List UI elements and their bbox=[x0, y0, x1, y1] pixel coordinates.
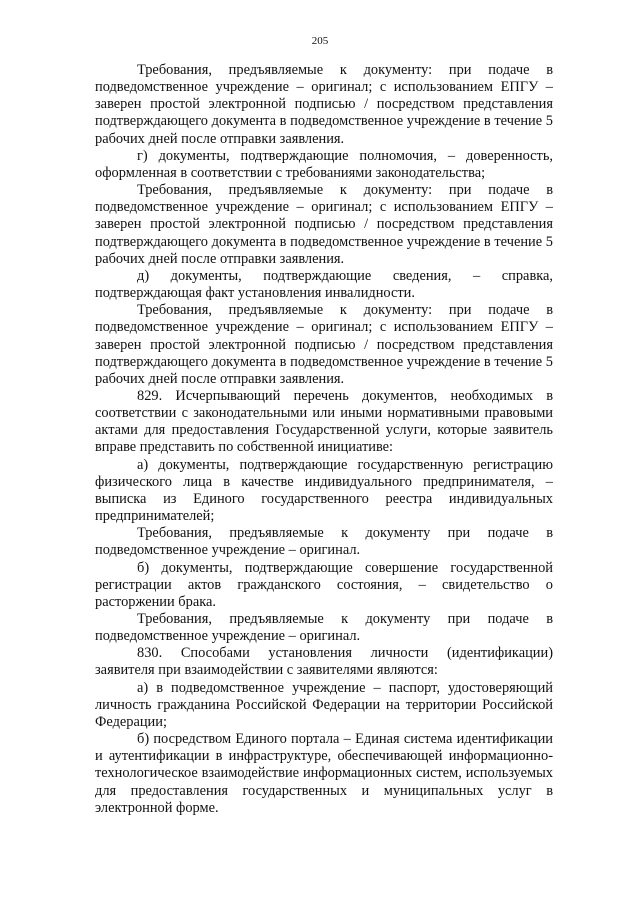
paragraph-829: 829. Исчерпывающий перечень документов, необходимых в соответствии с законодательными или иными нормативными правовыми актами для предоставления Государственной услуги, которые заявитель вправе представить по собственной инициативе: bbox=[95, 387, 553, 456]
page-number: 205 bbox=[311, 35, 329, 47]
paragraph-requirements-1: Требования, предъявляемые к документу: при подаче в подведомственное учреждение – оригинал; с использованием ЕПГУ – заверен простой электронной подписью / посредством представления подтверждающего документа в подведомственное учреждение в течение 5 рабочих дней после отправки заявления. bbox=[95, 62, 553, 147]
document-body bbox=[95, 62, 553, 817]
paragraph-requirements-3: Требования, предъявляемые к документу: при подаче в подведомственное учреждение – оригинал; с использованием ЕПГУ – заверен простой электронной подписью / посредством представления подтверждающего документа в подведомственное учреждение в течение 5 рабочих дней после отправки заявления. bbox=[95, 302, 553, 387]
paragraph-830: 830. Способами установления личности (идентификации) заявителя при взаимодействии с заявителями являются: bbox=[95, 645, 553, 679]
paragraph-requirements-2: Требования, предъявляемые к документу: при подаче в подведомственное учреждение – оригинал; с использованием ЕПГУ – заверен простой электронной подписью / посредством представления подтверждающего документа в подведомственное учреждение в течение 5 рабочих дней после отправки заявления. bbox=[95, 182, 553, 267]
paragraph-item-a-829: а) документы, подтверждающие государственную регистрацию физического лица в качестве индивидуального предпринимателя, – выписка из Единого государственного реестра индивидуальных предпринимателей; bbox=[95, 456, 553, 525]
paragraph-item-a-830: а) в подведомственное учреждение – паспорт, удостоверяющий личность гражданина Российской Федерации на территории Российской Федерации; bbox=[95, 679, 553, 730]
paragraph-requirements-4: Требования, предъявляемые к документу при подаче в подведомственное учреждение – оригинал. bbox=[95, 525, 553, 559]
paragraph-requirements-5: Требования, предъявляемые к документу при подаче в подведомственное учреждение – оригинал. bbox=[95, 611, 553, 645]
paragraph-item-b-830: б) посредством Единого портала – Единая система идентификации и аутентификации в инфраструктуре, обеспечивающей информационно-технологическое взаимодействие информационных систем, используемых для предоставления государственных и муниципальных услуг в электронной форме. bbox=[95, 731, 553, 816]
paragraph-item-b-829: б) документы, подтверждающие совершение государственной регистрации актов гражданского состояния, – свидетельство о расторжении брака. bbox=[95, 559, 553, 610]
paragraph-item-g: г) документы, подтверждающие полномочия, – доверенность, оформленная в соответствии с требованиями законодательства; bbox=[95, 147, 553, 181]
paragraph-item-d: д) документы, подтверждающие сведения, – справка, подтверждающая факт установления инвалидности. bbox=[95, 267, 553, 302]
